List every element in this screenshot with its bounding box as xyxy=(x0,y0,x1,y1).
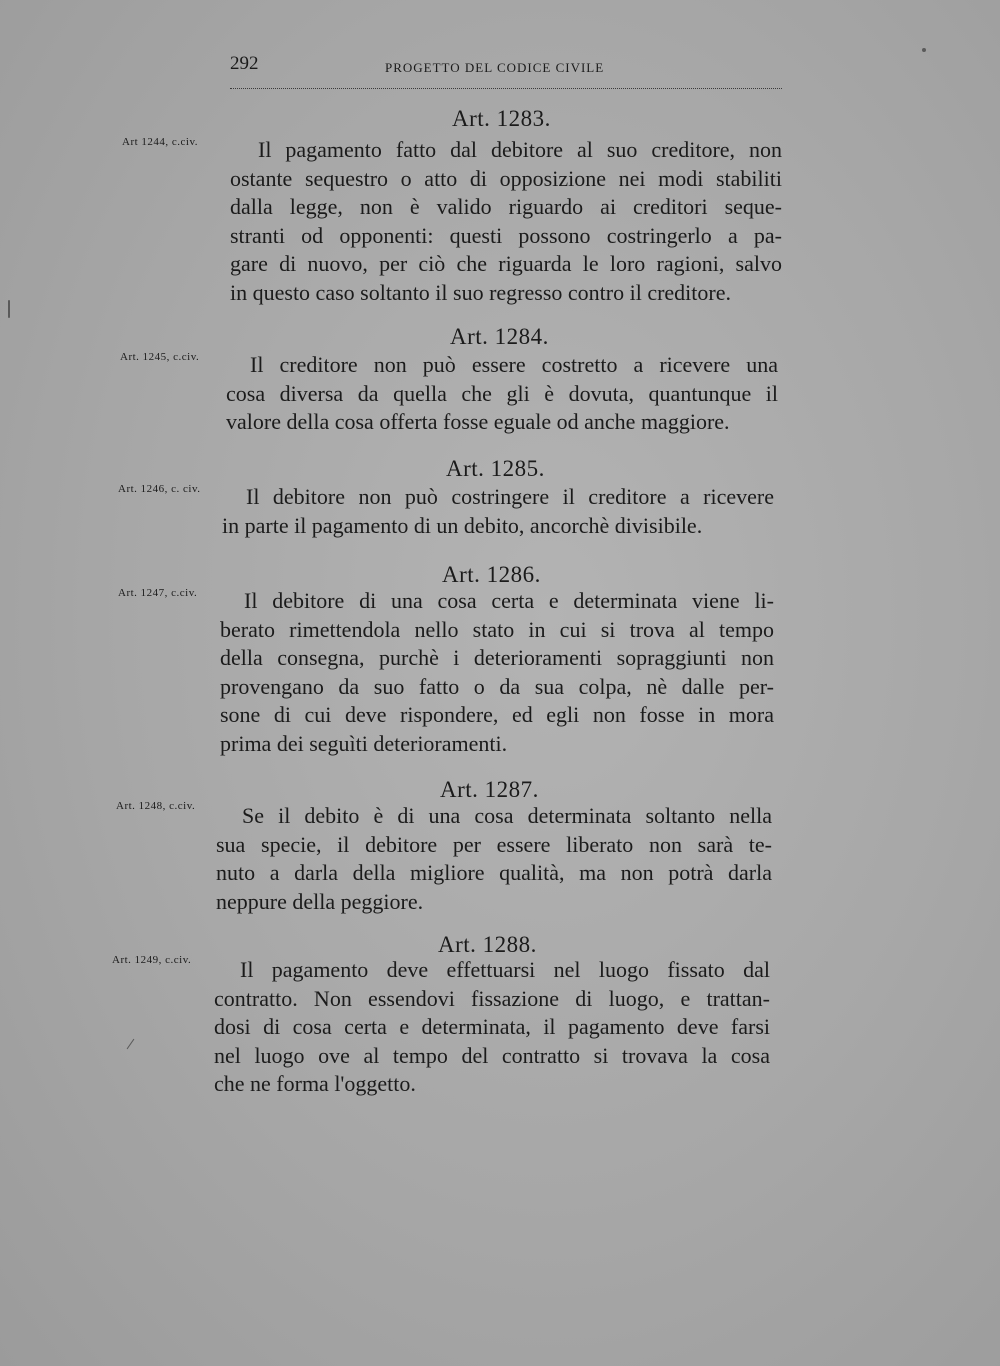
text-line: dalla legge, non è valido riguardo ai creditori seque- xyxy=(230,194,782,219)
article-body xyxy=(216,802,772,916)
article-body xyxy=(214,956,770,1099)
margin-reference: Art. 1249, c.civ. xyxy=(112,954,192,966)
running-title: PROGETTO DEL CODICE CIVILE xyxy=(385,60,605,75)
text-line: contratto. Non essendovi fissazione di luogo, e trattan- xyxy=(214,985,770,1011)
scan-speck xyxy=(127,1039,135,1049)
margin-reference: Art. 1247, c.civ. xyxy=(118,587,198,599)
article-heading: Art. 1283. xyxy=(452,106,551,131)
text-line: Il pagamento deve effettuarsi nel luogo fissato dal xyxy=(240,957,770,982)
text-line: Il debitore non può costringere il creditore a ricevere xyxy=(246,484,774,509)
text-line: dosi di cosa certa e determinata, il pagamento deve farsi xyxy=(214,1014,770,1039)
text-line: in parte il pagamento di un debito, ancorchè divisibile. xyxy=(222,512,703,538)
page-number: 292 xyxy=(230,53,259,74)
scan-speck xyxy=(922,48,926,52)
article-heading: Art. 1284. xyxy=(450,324,549,349)
text-line: sua specie, il debitore per essere liberato non sarà te- xyxy=(216,831,772,857)
text-line: gare di nuovo, per ciò che riguarda le loro ragioni, salvo xyxy=(230,251,782,276)
text-line: della consegna, purchè i deterioramenti sopraggiunti non xyxy=(220,645,774,670)
article-body xyxy=(222,483,774,540)
article-body xyxy=(226,351,778,437)
text-line: in questo caso soltanto il suo regresso contro il creditore. xyxy=(230,279,731,305)
text-line: provengano da suo fatto o da sua colpa, nè dalle per- xyxy=(220,673,774,699)
margin-reference: Art 1244, c.civ. xyxy=(122,136,199,148)
text-line: stranti od opponenti: questi possono costringerlo a pa- xyxy=(230,222,782,248)
article-heading: Art. 1286. xyxy=(442,562,541,587)
text-line: sone di cui deve rispondere, ed egli non fosse in mora xyxy=(220,702,774,727)
article-heading: Art. 1288. xyxy=(438,932,537,957)
article-body xyxy=(220,587,774,758)
margin-reference: Art. 1245, c.civ. xyxy=(120,351,200,363)
article-body xyxy=(230,136,782,307)
text-line: neppure della peggiore. xyxy=(216,888,424,914)
margin-reference: Art. 1248, c.civ. xyxy=(116,800,196,812)
article-heading: Art. 1287. xyxy=(440,777,539,802)
text-line: berato rimettendola nello stato in cui si trova al tempo xyxy=(220,616,774,642)
text-line: cosa diversa da quella che gli è dovuta, quantunque il xyxy=(226,380,778,406)
margin-reference: Art. 1246, c. civ. xyxy=(118,483,201,495)
text-line: Il debitore di una cosa certa e determinata viene li- xyxy=(244,588,774,613)
text-line: Se il debito è di una cosa determinata soltanto nella xyxy=(242,803,772,828)
text-line: nel luogo ove al tempo del contratto si trovava la cosa xyxy=(214,1042,770,1068)
article-heading: Art. 1285. xyxy=(446,456,545,481)
page-header xyxy=(230,48,782,89)
text-line: Il creditore non può essere costretto a ricevere una xyxy=(250,352,778,377)
text-line: ostante sequestro o atto di opposizione nei modi stabiliti xyxy=(230,165,782,191)
text-line: prima dei seguìti deterioramenti. xyxy=(220,730,508,756)
text-line: nuto a darla della migliore qualità, ma non potrà darla xyxy=(216,860,772,885)
text-line: che ne forma l'oggetto. xyxy=(214,1071,416,1096)
scan-speck xyxy=(8,300,10,318)
text-line: Il pagamento fatto dal debitore al suo creditore, non xyxy=(258,137,782,162)
text-line: valore della cosa offerta fosse eguale od anche maggiore. xyxy=(226,409,730,434)
